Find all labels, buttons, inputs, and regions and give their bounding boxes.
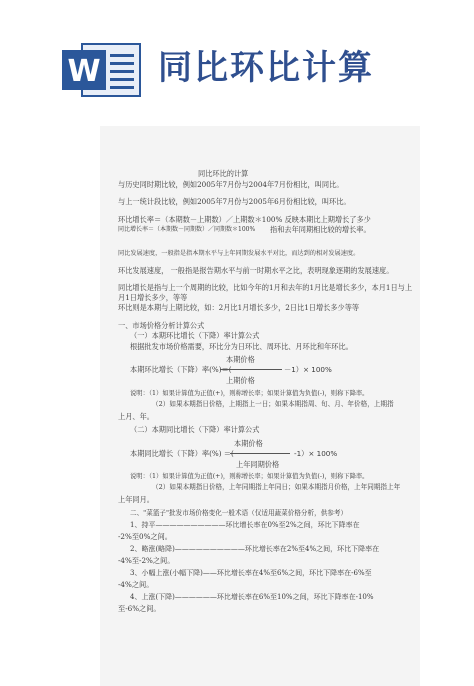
formula2-note-1: 说明：（1）如果计算值为正值(+)，则称增长率；如果计算值为负值(-)，则称下降率。 bbox=[130, 473, 369, 480]
term-small: 3、小幅上涨(小幅下降)——环比增长率在4%至6%之间，环比下降率在-6%至 bbox=[130, 569, 372, 577]
para-mom-formula: 环比增长率＝（本期数－上期数）／上期数＊100% 反映本期比上期增长了多少 bbox=[118, 215, 371, 224]
doc-heading: 同比环比的计算 bbox=[198, 169, 249, 178]
section-1b-title: （二）本期同比增长（下降）率计算公式 bbox=[130, 425, 260, 434]
formula1-note-2: （2）如果本期指日价格，上期指上一日；如果本期指周、旬、月、年价格，上期指 bbox=[152, 400, 394, 408]
para-mom-speed: 环比发展速度， 一般指是报告期水平与前一时期水平之比，表明现象逐期的发展速度。 bbox=[118, 266, 394, 275]
formula2-right: -1）× 100% bbox=[294, 449, 338, 458]
formula2-numerator: 本期价格 bbox=[234, 439, 263, 448]
formula2-denominator: 上年同期价格 bbox=[236, 460, 280, 469]
term-flat: 1、持平——————————环比增长率在0%至2%之间，环比下降率在 bbox=[130, 521, 360, 529]
para-mom-definition: 与上一统计段比较，例如2005年7月份与2005年6月份相比较，叫环比。 bbox=[118, 197, 351, 206]
section-1a-desc: 根据批发市场价格需要，环比分为日环比、周环比、月环比和年环比。 bbox=[130, 342, 353, 351]
formula2-fraction-bar bbox=[230, 453, 290, 454]
formula1-note-3: 上月、年。 bbox=[118, 412, 154, 421]
section-2-title: 二、"菜篮子"批发市场价格变化一般术语（仅适用蔬菜价格分析，供参考） bbox=[130, 509, 348, 517]
para-yoy-formula-note: 指和去年同期相比较的增长率。 bbox=[270, 225, 371, 234]
formula1-left: 本期环比增长（下降）率(%)＝( bbox=[130, 365, 232, 374]
formula1-right: －1）× 100% bbox=[284, 365, 332, 374]
formula2-left: 本期同比增长（下降）率(%) ＝( bbox=[130, 449, 234, 458]
para-yoy-speed: 同比发展速度，一般指是指本期水平与上年同期发展水平对比，而达到的相对发展速度。 bbox=[118, 250, 360, 257]
formula2-note-3: 上年同月。 bbox=[118, 495, 154, 504]
page-title: 同比环比计算 bbox=[158, 48, 374, 88]
term-rise-range: 至-6%之间。 bbox=[118, 604, 161, 613]
para-mom-example: 环比则是本期与上期比较，如：2月比1月增长多少，2日比1日增长多少等等 bbox=[118, 303, 360, 312]
para-yoy-growth: 同比增长是指与上一个周期的比较，比如今年的1月和去年的1月比是增长多少，本月1日与上 bbox=[118, 283, 413, 292]
term-rise: 4、上涨(下降)——————环比增长率在6%至10%之间，环比下降率在-10% bbox=[130, 593, 374, 601]
svg-text:W: W bbox=[67, 54, 101, 89]
para-yoy-growth-cont: 月1日增长多少，等等 bbox=[118, 293, 188, 302]
formula1-note-1: 说明：（1）如果计算值为正值(+)，则称增长率；如果计算值为负值(-)，则称下降率。 bbox=[130, 390, 369, 397]
term-slight: 2、略涨(略降)——————————环比增长率在2%至4%之间，环比下降率在 bbox=[130, 545, 380, 553]
term-small-range: -4%之间。 bbox=[118, 580, 154, 589]
term-slight-range: -4%至-2%之间。 bbox=[118, 556, 175, 565]
para-yoy-definition: 与历史同时期比较，例如2005年7月份与2004年7月份相比，叫同比。 bbox=[118, 180, 344, 189]
section-1a-title: （一）本期环比增长（下降）率计算公式 bbox=[130, 331, 260, 340]
formula1-fraction-bar bbox=[220, 369, 282, 370]
document-header bbox=[0, 0, 474, 120]
section-1-title: 一、市场价格分析计算公式 bbox=[118, 321, 205, 330]
term-flat-range: -2%至0%之间。 bbox=[118, 532, 172, 541]
formula1-denominator: 上期价格 bbox=[226, 376, 255, 385]
formula2-note-2: （2）如果本期指日价格，上年同期指上年同日；如果本期指月价格，上年同期指上年 bbox=[152, 483, 401, 491]
word-logo-icon bbox=[60, 40, 144, 100]
para-yoy-formula: 同比增长率＝（本期数－同期数）／同期数＊100% bbox=[118, 226, 256, 233]
formula1-numerator: 本期价格 bbox=[226, 355, 255, 364]
